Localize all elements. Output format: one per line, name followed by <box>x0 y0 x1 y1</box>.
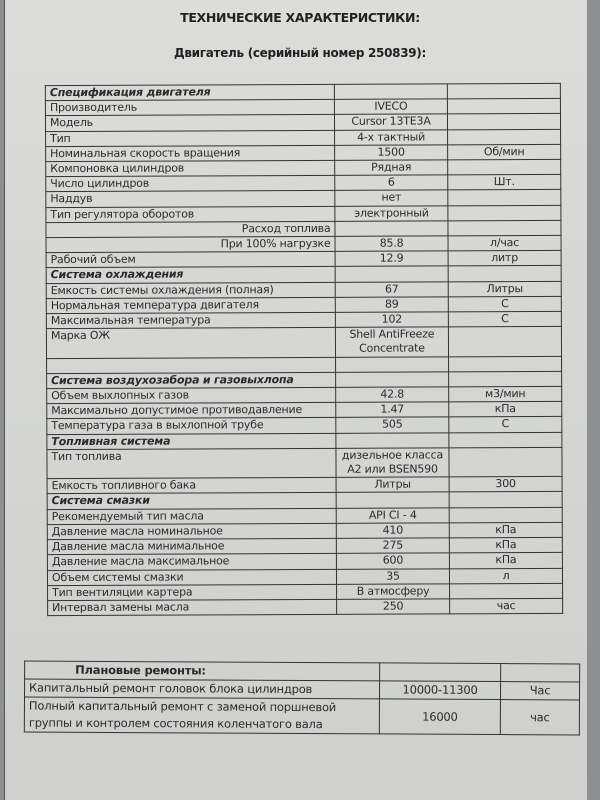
spec-unit: Шт. <box>448 175 561 191</box>
spec-unit <box>448 190 561 206</box>
spec-label: Максимальная температура <box>46 312 335 328</box>
spec-unit: литр <box>448 251 561 267</box>
spec-unit: кПа <box>449 522 562 538</box>
spec-value: 250 <box>337 599 450 615</box>
spec-label <box>47 357 336 373</box>
repair-value: 16000 <box>379 699 500 735</box>
spec-row <box>46 144 561 161</box>
spec-value: 600 <box>336 553 449 569</box>
spec-unit: С <box>448 311 561 327</box>
spec-row <box>46 327 561 359</box>
spec-value-line: Shell AntiFreeze <box>349 327 435 342</box>
spec-label: Емкость системы охлаждения (полная) <box>46 282 335 298</box>
spec-unit <box>448 205 561 221</box>
spec-unit: Об/мин <box>448 144 561 160</box>
spec-unit <box>447 99 560 115</box>
spec-unit: С <box>448 296 561 312</box>
repair-row <box>24 697 579 735</box>
repair-label: Полный капитальный ремонт с заменой поршневой группы и контролем состояния коленчатого вала <box>24 697 379 734</box>
spec-unit: л <box>449 568 562 584</box>
spec-unit <box>447 114 560 130</box>
spec-value: 35 <box>336 568 449 584</box>
spec-value: Литры <box>336 477 449 493</box>
spec-value: 89 <box>335 297 448 313</box>
spec-row <box>47 447 562 479</box>
spec-unit: 300 <box>449 477 562 493</box>
spec-value: Рядная <box>335 160 448 176</box>
spec-value <box>336 448 449 478</box>
spec-value: 12.9 <box>335 251 448 267</box>
spec-label: Номинальная скорость вращения <box>46 145 335 161</box>
spec-row <box>47 386 562 403</box>
spec-value: электронный <box>335 205 448 221</box>
engine-subtitle: Двигатель (серийный номер 250839): <box>173 46 426 60</box>
spec-label: Объем выхлопных газов <box>47 387 336 403</box>
spec-value: 410 <box>336 523 449 539</box>
spec-unit: С <box>449 417 562 433</box>
spec-value <box>334 84 447 100</box>
spec-label: Интервал замены масла <box>48 599 337 615</box>
spec-label: Расход топлива <box>46 221 335 237</box>
spec-label: Температура газа в выхлопной трубе <box>47 418 336 434</box>
spec-unit: Литры <box>448 281 561 297</box>
spec-label: Модель <box>45 115 334 131</box>
spec-unit <box>448 220 561 236</box>
spec-unit <box>450 583 563 599</box>
spec-label: Объем системы смазки <box>47 569 336 585</box>
section-title: Система смазки <box>47 493 336 509</box>
section-title: Система охлаждения <box>46 267 335 283</box>
section-title: Топливная система <box>47 433 336 449</box>
spec-label: Число цилиндров <box>46 176 335 192</box>
spec-label: Компоновка цилиндров <box>46 160 335 176</box>
repair-unit: Час <box>500 682 579 700</box>
spec-unit: кПа <box>449 553 562 569</box>
spec-value <box>336 357 449 373</box>
spec-value: 275 <box>336 538 449 554</box>
spec-label: При 100% нагрузке <box>46 236 335 252</box>
section-title: Спецификация двигателя <box>45 84 334 100</box>
section-title: Система воздухозабора и газовыхлопа <box>47 372 336 388</box>
spec-unit <box>449 371 562 387</box>
spec-value: 6 <box>335 175 448 191</box>
spec-label: Давление масла максимальное <box>47 554 336 570</box>
spec-value: 1.47 <box>336 402 449 418</box>
spec-value: Cursor 13TE3A <box>334 114 447 130</box>
spec-value: 102 <box>335 312 448 328</box>
spec-value-line: Concentrate <box>359 341 425 356</box>
spec-label: Максимально допустимое противодавление <box>47 403 336 419</box>
spec-row <box>48 598 563 615</box>
spec-label: Давление масла минимальное <box>47 538 336 554</box>
spec-value: 4-х тактный <box>335 129 448 145</box>
spec-unit <box>449 507 562 523</box>
spec-label: Давление масла номинальное <box>47 523 336 539</box>
spec-label: Тип регулятора оборотов <box>46 206 335 222</box>
scheduled-repairs-table <box>24 661 580 736</box>
spec-value-line: дизельное класса <box>341 448 444 462</box>
spec-value: 85.8 <box>335 236 448 252</box>
spec-value: IVECO <box>334 99 447 115</box>
spec-value: 1500 <box>335 145 448 161</box>
spec-label: Рекомендуемый тип масла <box>47 508 336 524</box>
spec-label: Производитель <box>45 100 334 116</box>
repairs-header-row <box>25 661 580 682</box>
document-title: ТЕХНИЧЕСКИЕ ХАРАКТЕРИСТИКИ: <box>180 10 420 25</box>
spec-value-line: А2 или BSEN590 <box>347 462 438 476</box>
spec-value: нет <box>335 190 448 206</box>
spec-value: 42.8 <box>336 387 449 403</box>
repair-row <box>25 679 580 700</box>
spec-label: Рабочий объем <box>46 252 335 268</box>
repair-label: Капитальный ремонт головок блока цилиндров <box>25 679 380 699</box>
spec-value: 67 <box>335 282 448 298</box>
spec-label: Тип топлива <box>47 448 336 479</box>
spec-label: Тип <box>46 130 335 146</box>
spec-label: Тип вентиляции картера <box>48 584 337 600</box>
spec-unit: кПа <box>449 402 562 418</box>
spec-unit <box>447 83 560 99</box>
spec-unit <box>448 129 561 145</box>
spec-value <box>336 433 449 449</box>
spec-unit <box>448 327 561 357</box>
engine-spec-table <box>45 83 563 616</box>
spec-value <box>335 221 448 237</box>
spec-value: API CI - 4 <box>336 508 449 524</box>
spec-value <box>336 372 449 388</box>
spec-unit <box>449 356 562 372</box>
spec-value: 505 <box>336 417 449 433</box>
spec-label: Емкость топливного бака <box>47 478 336 494</box>
spec-label: Наддув <box>46 191 335 207</box>
spec-unit <box>449 447 562 477</box>
spec-value <box>336 492 449 508</box>
spec-unit <box>448 159 561 175</box>
spec-label: Марка ОЖ <box>46 328 335 359</box>
spec-unit: м3/мин <box>449 386 562 402</box>
spec-value: В атмосферу <box>337 584 450 600</box>
repairs-header: Плановые ремонты: <box>25 661 380 681</box>
spec-unit: кПа <box>449 537 562 553</box>
spec-label: Нормальная температура двигателя <box>46 297 335 313</box>
spec-unit <box>449 492 562 508</box>
spec-value <box>335 266 448 282</box>
spec-value <box>335 327 448 357</box>
spec-unit: л/час <box>448 235 561 251</box>
spec-unit <box>448 266 561 282</box>
repair-unit: час <box>500 700 579 735</box>
spec-unit <box>449 432 562 448</box>
spec-unit: час <box>450 598 563 614</box>
repair-value: 10000-11300 <box>379 681 500 700</box>
